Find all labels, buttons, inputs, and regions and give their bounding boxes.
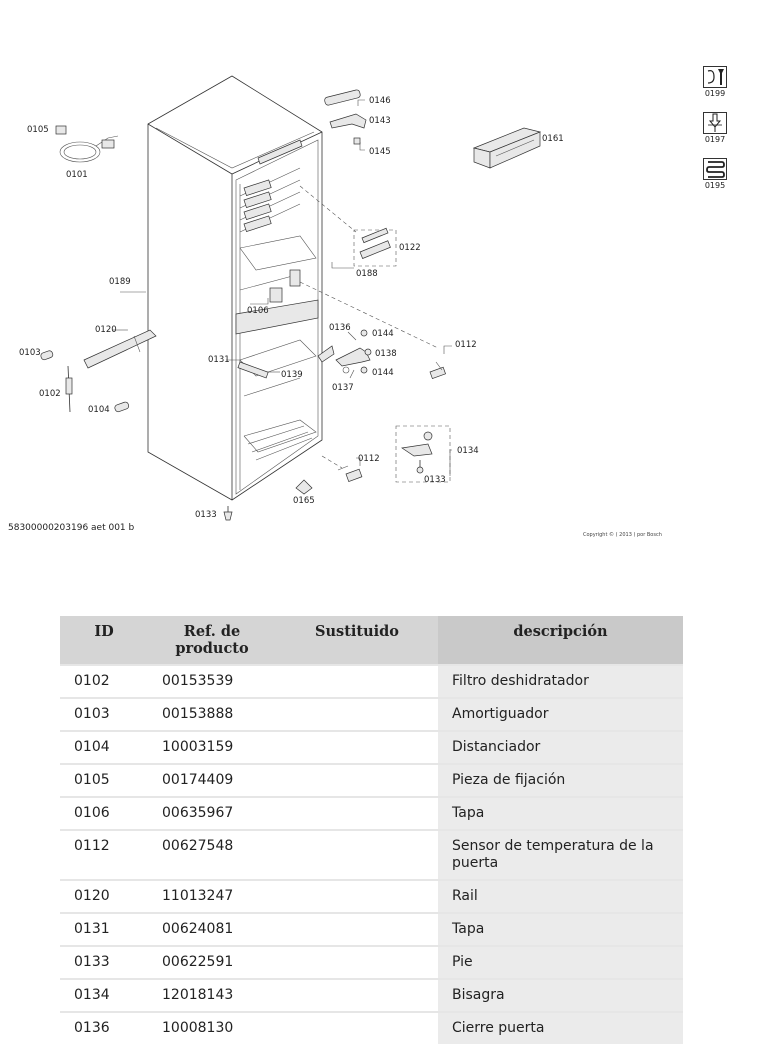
cell-sustituido: [276, 731, 438, 764]
table-row[interactable]: [60, 913, 683, 946]
cell-descripcion: Pie: [438, 946, 683, 979]
cell-descripcion: Sensor de temperatura de la puerta: [438, 830, 683, 880]
callout-0139: 0139: [281, 370, 303, 380]
callout-0102: 0102: [39, 389, 61, 399]
wrench-icon: [703, 66, 727, 88]
table-row[interactable]: [60, 946, 683, 979]
cell-descripcion: Distanciador: [438, 731, 683, 764]
callout-0145: 0145: [369, 147, 391, 157]
callout-0122: 0122: [399, 243, 421, 253]
cell-ref: 00622591: [148, 946, 276, 979]
screwdriver-icon: [703, 112, 727, 134]
cell-sustituido: [276, 913, 438, 946]
cell-id: 0136: [60, 1012, 148, 1044]
table-row[interactable]: [60, 731, 683, 764]
parts-table: [60, 616, 683, 1044]
cell-id: 0105: [60, 764, 148, 797]
cell-descripcion: Amortiguador: [438, 698, 683, 731]
cell-sustituido: [276, 665, 438, 698]
cell-descripcion: Filtro deshidratador: [438, 665, 683, 698]
coil-icon: [703, 158, 727, 180]
cell-ref: 12018143: [148, 979, 276, 1012]
cell-descripcion: Bisagra: [438, 979, 683, 1012]
callout-0143: 0143: [369, 116, 391, 126]
table-row[interactable]: [60, 797, 683, 830]
cell-sustituido: [276, 764, 438, 797]
cell-ref: 10008130: [148, 1012, 276, 1044]
cell-id: 0103: [60, 698, 148, 731]
callout-0105: 0105: [27, 125, 49, 135]
callout-0104: 0104: [88, 405, 110, 415]
cell-id: 0112: [60, 830, 148, 880]
cell-id: 0106: [60, 797, 148, 830]
tool-number: 0195: [704, 181, 726, 190]
callout-0112-top: 0112: [455, 340, 477, 350]
table-row[interactable]: [60, 665, 683, 698]
callout-0101: 0101: [66, 170, 88, 180]
tool-0199: [702, 66, 728, 98]
callout-0144-top: 0144: [372, 329, 394, 339]
callout-0188: 0188: [356, 269, 378, 279]
cell-descripcion: Rail: [438, 880, 683, 913]
tool-0195: [702, 158, 728, 190]
table-row[interactable]: [60, 764, 683, 797]
callout-0133-hinge: 0133: [424, 475, 446, 485]
table-header-row: [60, 616, 683, 665]
header-ref: Ref. de producto: [148, 616, 276, 665]
cell-ref: 00153888: [148, 698, 276, 731]
header-sustituido: Sustituido: [276, 616, 438, 665]
cell-ref: 00624081: [148, 913, 276, 946]
cell-sustituido: [276, 946, 438, 979]
cell-ref: 00627548: [148, 830, 276, 880]
callout-0146: 0146: [369, 96, 391, 106]
callout-0103: 0103: [19, 348, 41, 358]
callout-0165: 0165: [293, 496, 315, 506]
cell-descripcion: Tapa: [438, 797, 683, 830]
callout-0120: 0120: [95, 325, 117, 335]
cell-id: 0133: [60, 946, 148, 979]
cell-id: 0104: [60, 731, 148, 764]
cell-sustituido: [276, 830, 438, 880]
callout-0144-bottom: 0144: [372, 368, 394, 378]
cell-ref: 00635967: [148, 797, 276, 830]
callout-0106: 0106: [247, 306, 269, 316]
table-row[interactable]: [60, 1012, 683, 1044]
cell-ref: 11013247: [148, 880, 276, 913]
diagram-code: 58300000203196 aet 001 b: [8, 523, 135, 533]
cell-sustituido: [276, 797, 438, 830]
fridge-cabinet: [148, 76, 322, 500]
cell-ref: 00174409: [148, 764, 276, 797]
cell-id: 0134: [60, 979, 148, 1012]
callout-0131: 0131: [208, 355, 230, 365]
copyright-notice: Copyright © ( 2013 ) por Bosch: [583, 532, 662, 538]
cell-sustituido: [276, 698, 438, 731]
header-descripcion: descripción: [438, 616, 683, 665]
cell-id: 0120: [60, 880, 148, 913]
cell-id: 0131: [60, 913, 148, 946]
cell-ref: 00153539: [148, 665, 276, 698]
tool-0197: [702, 112, 728, 144]
cell-ref: 10003159: [148, 731, 276, 764]
cell-descripcion: Cierre puerta: [438, 1012, 683, 1044]
callout-0161: 0161: [542, 134, 564, 144]
callout-0112-bottom: 0112: [358, 454, 380, 464]
callout-0134: 0134: [457, 446, 479, 456]
header-id: ID: [60, 616, 148, 665]
cell-id: 0102: [60, 665, 148, 698]
tool-number: 0199: [704, 89, 726, 98]
cell-sustituido: [276, 1012, 438, 1044]
table-row[interactable]: [60, 880, 683, 913]
callout-0137: 0137: [332, 383, 354, 393]
table-row[interactable]: [60, 979, 683, 1012]
cell-sustituido: [276, 880, 438, 913]
cell-sustituido: [276, 979, 438, 1012]
cell-descripcion: Pieza de fijación: [438, 764, 683, 797]
callout-0133-foot: 0133: [195, 510, 217, 520]
table-row[interactable]: [60, 698, 683, 731]
cell-descripcion: Tapa: [438, 913, 683, 946]
callout-0136: 0136: [329, 323, 351, 333]
callout-0189: 0189: [109, 277, 131, 287]
callout-0138: 0138: [375, 349, 397, 359]
tool-number: 0197: [704, 135, 726, 144]
table-row[interactable]: [60, 830, 683, 880]
